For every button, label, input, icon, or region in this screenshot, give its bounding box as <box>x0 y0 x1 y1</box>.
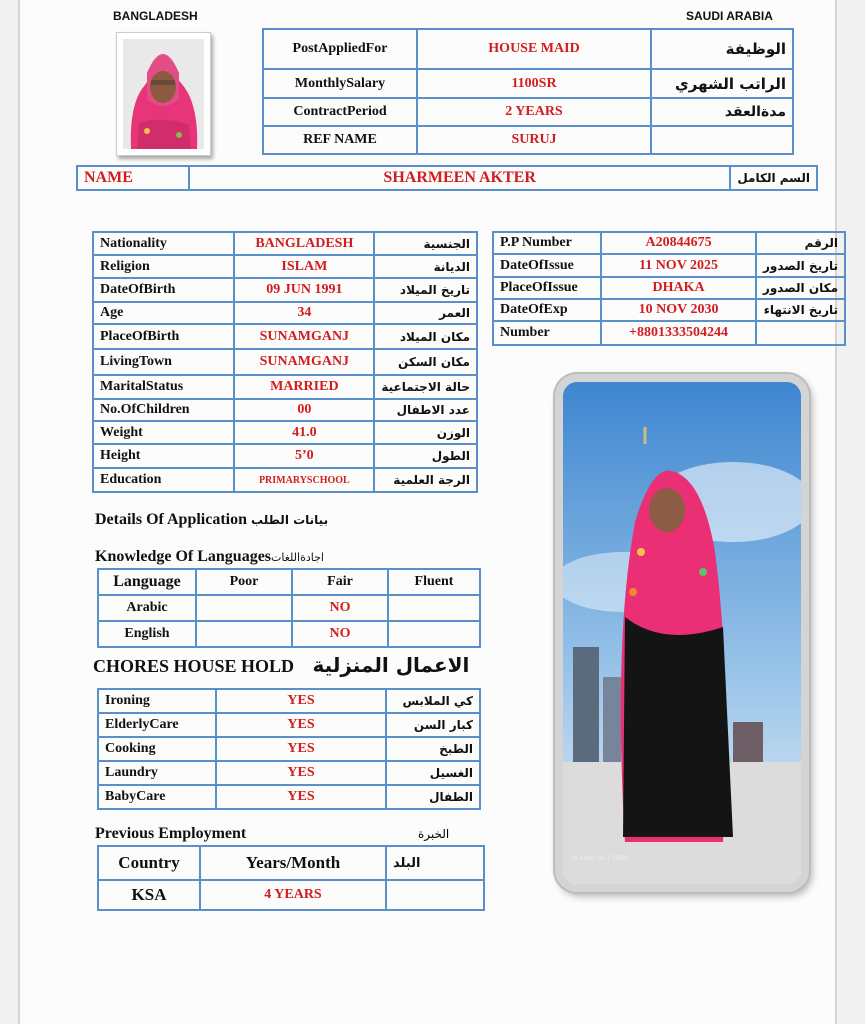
chores-title-arabic: الاعمال المنزلية <box>312 653 470 677</box>
lang-header: Poor <box>196 569 292 595</box>
personal-arabic: مكان السكن <box>374 349 477 375</box>
passport-arabic: تاريخ الصدور <box>756 254 845 277</box>
personal-label: Religion <box>93 255 234 278</box>
table-row <box>493 321 845 345</box>
lang-header: Language <box>98 569 196 595</box>
emp-country: KSA <box>98 880 200 910</box>
chores-table <box>97 688 481 810</box>
personal-arabic: مكان الميلاد <box>374 324 477 349</box>
chores-arabic: الغسيل <box>386 761 480 785</box>
passport-value: 11 NOV 2025 <box>601 254 756 277</box>
table-row <box>98 846 484 880</box>
employment-title: Previous Employment <box>95 825 247 842</box>
table-row <box>493 277 845 299</box>
job-label: REF NAME <box>263 126 417 154</box>
lang-name: English <box>98 621 196 647</box>
personal-label: Age <box>93 302 234 324</box>
table-row <box>98 621 480 647</box>
emp-header: Country <box>98 846 200 880</box>
emp-header: البلد <box>386 846 484 880</box>
name-value: SHARMEEN AKTER <box>189 166 730 190</box>
table-row <box>493 232 845 254</box>
table-row <box>77 166 817 190</box>
table-row <box>93 349 477 375</box>
emp-extra <box>386 880 484 910</box>
personal-value: SUNAMGANJ <box>234 349 374 375</box>
table-row <box>93 278 477 302</box>
header-left-country: BANGLADESH <box>113 9 198 23</box>
table-row <box>93 421 477 444</box>
passport-photo <box>116 32 211 156</box>
emp-header: Years/Month <box>200 846 386 880</box>
chores-arabic: كبار السن <box>386 713 480 737</box>
personal-label: MaritalStatus <box>93 375 234 399</box>
personal-arabic: الجنسية <box>374 232 477 255</box>
chores-value: YES <box>216 737 386 761</box>
personal-info-table <box>92 231 478 493</box>
personal-arabic: الوزن <box>374 421 477 444</box>
chores-label: Ironing <box>98 689 216 713</box>
employment-title-arabic: الخبرة <box>418 827 450 841</box>
personal-arabic: تاريخ الميلاد <box>374 278 477 302</box>
table-row <box>93 324 477 349</box>
personal-arabic: الديانة <box>374 255 477 278</box>
passport-table <box>492 231 846 346</box>
passport-label: PlaceOfIssue <box>493 277 601 299</box>
personal-value: 34 <box>234 302 374 324</box>
chores-value: YES <box>216 713 386 737</box>
personal-label: Education <box>93 468 234 492</box>
personal-value: 5’0 <box>234 444 374 468</box>
table-row <box>263 29 793 69</box>
passport-label: Number <box>493 321 601 345</box>
cv-page <box>18 0 837 1024</box>
personal-label: DateOfBirth <box>93 278 234 302</box>
lang-poor <box>196 621 292 647</box>
table-row <box>98 689 480 713</box>
full-body-photo <box>555 374 809 892</box>
personal-value: 41.0 <box>234 421 374 444</box>
personal-label: No.OfChildren <box>93 399 234 421</box>
table-row <box>263 126 793 154</box>
lang-header: Fair <box>292 569 388 595</box>
passport-arabic: الرقم <box>756 232 845 254</box>
job-value: HOUSE MAID <box>417 29 651 69</box>
details-application-english: Details Of Application <box>95 511 248 528</box>
personal-value: 00 <box>234 399 374 421</box>
chores-label: ElderlyCare <box>98 713 216 737</box>
table-row <box>93 444 477 468</box>
personal-label: Weight <box>93 421 234 444</box>
passport-value: 10 NOV 2030 <box>601 299 756 321</box>
name-table <box>76 165 818 191</box>
personal-label: Nationality <box>93 232 234 255</box>
personal-value: ISLAM <box>234 255 374 278</box>
details-application-heading <box>95 511 328 529</box>
chores-label: Laundry <box>98 761 216 785</box>
details-application-arabic: بيانات الطلب <box>251 513 329 527</box>
lang-fair: NO <box>292 595 388 621</box>
table-row <box>98 569 480 595</box>
personal-arabic: عدد الاطفال <box>374 399 477 421</box>
chores-value: YES <box>216 689 386 713</box>
personal-arabic: الرجة العلمية <box>374 468 477 492</box>
table-row <box>93 232 477 255</box>
chores-arabic: كي الملابس <box>386 689 480 713</box>
personal-label: LivingTown <box>93 349 234 375</box>
job-info-table <box>262 28 794 155</box>
personal-label: Height <box>93 444 234 468</box>
lang-fair: NO <box>292 621 388 647</box>
employment-table <box>97 845 485 911</box>
lang-name: Arabic <box>98 595 196 621</box>
languages-table <box>97 568 481 648</box>
languages-heading <box>95 548 324 566</box>
emp-years: 4 YEARS <box>200 880 386 910</box>
job-arabic: مدةالعقد <box>651 98 793 126</box>
table-row <box>493 299 845 321</box>
name-arabic: السم الكامل <box>730 166 817 190</box>
passport-value: A20844675 <box>601 232 756 254</box>
job-value: 2 YEARS <box>417 98 651 126</box>
photo-caption: ro X200 Pro | ZEISS <box>571 855 630 862</box>
table-row <box>263 98 793 126</box>
passport-arabic <box>756 321 845 345</box>
chores-label: BabyCare <box>98 785 216 809</box>
chores-arabic: الطفال <box>386 785 480 809</box>
table-row <box>93 399 477 421</box>
personal-value: SUNAMGANJ <box>234 324 374 349</box>
languages-title: Knowledge Of Languages <box>95 548 272 565</box>
chores-value: YES <box>216 785 386 809</box>
chores-label: Cooking <box>98 737 216 761</box>
job-value: 1100SR <box>417 69 651 98</box>
job-label: PostAppliedFor <box>263 29 417 69</box>
table-row <box>98 761 480 785</box>
table-row <box>98 880 484 910</box>
lang-fluent <box>388 621 480 647</box>
passport-arabic: مكان الصدور <box>756 277 845 299</box>
header-right-country: SAUDI ARABIA <box>686 9 773 23</box>
employment-heading <box>95 825 246 843</box>
chores-arabic: الطبخ <box>386 737 480 761</box>
passport-value: +8801333504244 <box>601 321 756 345</box>
passport-label: DateOfExp <box>493 299 601 321</box>
table-row <box>93 302 477 324</box>
personal-arabic: حالة الاجتماعية <box>374 375 477 399</box>
passport-label: P.P Number <box>493 232 601 254</box>
table-row <box>98 595 480 621</box>
job-arabic: الوظيفة <box>651 29 793 69</box>
personal-arabic: الطول <box>374 444 477 468</box>
table-row <box>98 737 480 761</box>
chores-title: CHORES HOUSE HOLD <box>93 656 295 676</box>
table-row <box>93 468 477 492</box>
table-row <box>263 69 793 98</box>
table-row <box>93 375 477 399</box>
passport-arabic: تاريخ الانتهاء <box>756 299 845 321</box>
lang-poor <box>196 595 292 621</box>
table-row <box>93 255 477 278</box>
personal-arabic: العمر <box>374 302 477 324</box>
name-label: NAME <box>77 166 189 190</box>
job-arabic: الراتب الشهري <box>651 69 793 98</box>
personal-value: PRIMARYSCHOOL <box>234 468 374 492</box>
passport-value: DHAKA <box>601 277 756 299</box>
chores-value: YES <box>216 761 386 785</box>
lang-fluent <box>388 595 480 621</box>
chores-heading <box>93 653 469 677</box>
passport-label: DateOfIssue <box>493 254 601 277</box>
personal-label: PlaceOfBirth <box>93 324 234 349</box>
job-label: MonthlySalary <box>263 69 417 98</box>
job-label: ContractPeriod <box>263 98 417 126</box>
job-value: SURUJ <box>417 126 651 154</box>
personal-value: MARRIED <box>234 375 374 399</box>
lang-header: Fluent <box>388 569 480 595</box>
table-row <box>98 713 480 737</box>
table-row <box>493 254 845 277</box>
job-arabic <box>651 126 793 154</box>
languages-title-arabic: اجادةاللغات <box>271 551 324 564</box>
personal-value: 09 JUN 1991 <box>234 278 374 302</box>
personal-value: BANGLADESH <box>234 232 374 255</box>
table-row <box>98 785 480 809</box>
